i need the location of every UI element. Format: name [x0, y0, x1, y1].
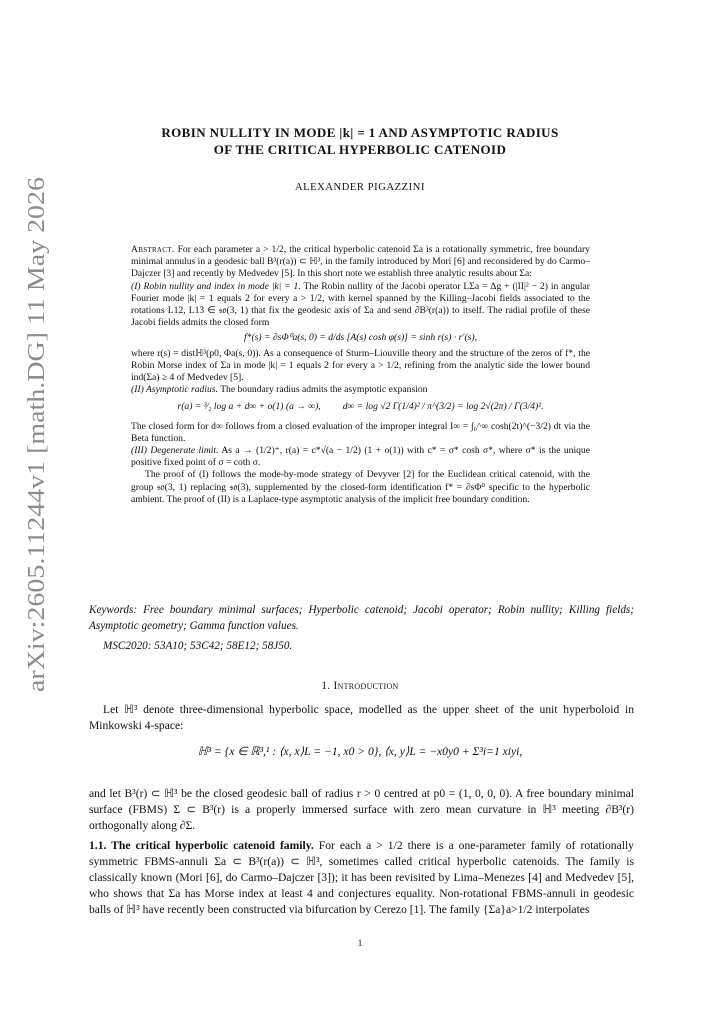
result-3-label: (III) Degenerate limit.	[131, 445, 219, 457]
abstract-paragraph-7: The proof of (I) follows the mode-by-mode strategy of Devyver [2] for the Euclidean critical catenoid, with the group 𝔰𝔬(3, 1) replacing 𝔰𝔬(3), supplemented by the closed-form identification f* = ∂sΦ⁰ specific to the hyperbolic ambient. The proof of (II) is a Laplace-type asymptotic analysis of the implicit free boundary condition.	[131, 469, 590, 505]
abstract-paragraph-5: The closed form for d∞ follows from a closed evaluation of the improper integral I∞ = ∫₀^∞ cosh(2t)^(−3/2) dt via the Beta function.	[131, 420, 590, 444]
author-name: ALEXANDER PIGAZZINI	[294, 182, 426, 193]
result-2-text: The boundary radius admits the asymptotic expansion	[220, 384, 428, 396]
section-title: Introduction	[333, 680, 399, 692]
subsection-1-1	[89, 838, 634, 918]
hyperboloid-model-equation: ℍ³ = {x ∈ ℝ³,¹ : ⟨x, x⟩L = −1, x0 > 0}, ⟨x, y⟩L = −x0y0 + Σ³i=1 xiyi,	[197, 745, 523, 758]
arxiv-identifier-stamp	[4, 170, 56, 700]
result-1-label: (I) Robin nullity and index in mode |k| = 1.	[131, 280, 301, 292]
keywords: Keywords: Free boundary minimal surfaces; Hyperbolic catenoid; Jacobi operator; Robin nullity; Killing fields; Asymptotic geometry; Gamma function values.	[89, 604, 634, 632]
title-line-2: OF THE CRITICAL HYPERBOLIC CATENOID	[213, 142, 507, 157]
section-heading	[100, 680, 620, 692]
page-number: 1	[357, 938, 363, 948]
abstract-paragraph-3: where r(s) = distℍ³(p0, Φa(s, 0)). As a consequence of Sturm–Liouville theory and the structure of the zeros of f*, the Robin Morse index of Σa in mode |k| = 1 equals 2 for every a > 1/2, refining from the analytic side the lower bound ind(Σa) ≥ 4 of Medvedev [5].	[131, 347, 590, 384]
jacobi-field-equation: f*(s) = ∂sΦ⁰a(s, 0) = d/ds [A(s) cosh φ(s)] = sinh r(s) · r′(s),	[244, 332, 477, 344]
result-1-text: The Robin nullity of the Jacobi operator LΣa = Δg + (|II|² − 2) in angular Fourier mode |k| = 1 equals 2 for every a > 1/2, with kernel spanned by the Killing–Jacobi fields associated to the rotations L12, L13 ∈ 𝔰𝔬(3, 1) that fix the geodesic axis of Σa and send ∂B³(r(a)) to itself. The radial profile of these Jacobi fields admits the closed form	[131, 280, 590, 329]
msc-classification: MSC2020: 53A10; 53C42; 58E12; 58J50.	[103, 640, 293, 652]
subsection-text: For each a > 1/2 there is a one-parameter family of rotationally symmetric FBMS-annuli Σa ⊂ B³(r(a)) ⊂ ℍ³, sometimes called critical hyperbolic catenoids. The family is classically known (Mori [6], do Carmo–Dajczer [3]); it has been revisited by Lima–Menezes [4] and Medvedev [5], who shows that Σa has Morse index at least 4 and conjectures equality. Non-rotational FBMS-annuli in geodesic balls of ℍ³ have recently been constructed via bifurcation by Cerezo [1]. The family {Σa}a>1/2 interpolates	[89, 839, 634, 916]
abstract-heading: Abstract.	[131, 244, 175, 255]
intro-text-2: and let B³(r) ⊂ ℍ³ be the closed geodesic ball of radius r > 0 centred at p0 = (1, 0, 0, 0). A free boundary minimal surface (FBMS) Σ ⊂ B³(r) is a properly immersed surface with zero mean curvature in ℍ³ meeting ∂B³(r) orthogonally along ∂Σ.	[89, 787, 634, 832]
arxiv-stamp-text: arXiv:2605.11244v1 [math.DG] 11 May 2026	[24, 249, 50, 692]
arxiv-stamp-svg	[4, 170, 56, 700]
intro-paragraph-1	[89, 702, 634, 734]
radius-expansion-equation: r(a) = ³⁄₂ log a + d∞ + o(1) (a → ∞),	[177, 401, 321, 413]
abstract	[131, 244, 590, 506]
paper-title	[100, 124, 620, 158]
section-number: 1.	[321, 680, 331, 692]
result-3-text: As a → (1/2)⁺, r(a) = c*√(a − 1/2) (1 + o(1)) with c* = σ* cosh σ*, where σ* is the unique positive fixed point of σ = coth σ.	[131, 445, 590, 469]
intro-text-1: Let ℍ³ denote three-dimensional hyperbolic space, modelled as the upper sheet of the unit hyperboloid in Minkowski 4-space:	[89, 703, 634, 732]
title-line-1: ROBIN NULLITY IN MODE |k| = 1 AND ASYMPTOTIC RADIUS	[161, 125, 559, 140]
d-infinity-equation: d∞ = log √2 Γ(1/4)² / π^(3/2) = log 2√(2π) / Γ(3/4)².	[342, 401, 544, 413]
result-2-label: (II) Asymptotic radius.	[131, 384, 218, 396]
intro-paragraph-2	[89, 786, 634, 834]
subsection-title: 1.1. The critical hyperbolic catenoid family.	[89, 839, 314, 852]
abstract-paragraph-1: For each parameter a > 1/2, the critical hyperbolic catenoid Σa is a rotationally symmetric, free boundary minimal annulus in a geodesic ball B³(r(a)) ⊂ ℍ³, in the family introduced by Mori [6] and reconsidered by do Carmo–Dajczer [3] and recently by Medvedev [5]. In this short note we establish three analytic results about Σa:	[131, 244, 590, 280]
asymptotic-expansion-display	[131, 401, 590, 413]
